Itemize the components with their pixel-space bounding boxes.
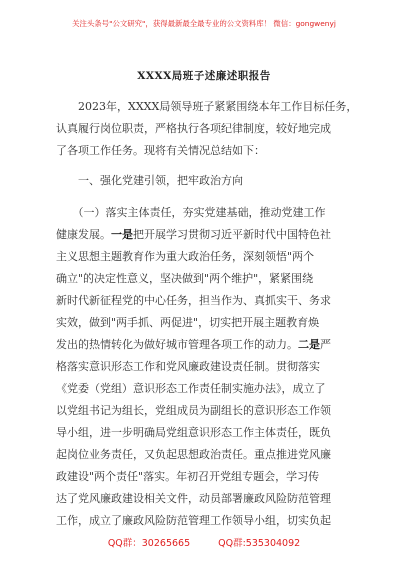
subsection-heading: （一）落实主体责任，夯实党建基础，推动党建工作	[56, 206, 326, 219]
paragraph-fragment: 发出的热情转化为做好城市管理各项工作的动力。	[56, 338, 298, 351]
paragraph-line: 起岗位业务责任，又负起思想政治责任。重点推进党风廉	[56, 448, 331, 461]
paragraph-line: 2023年，XXXX局领导班子紧紧围绕本年工作目标任务，	[56, 100, 358, 113]
paragraph-line: 以党组书记为组长，党组成员为副组长的意识形态工作领	[56, 404, 331, 417]
paragraph-line: 确立"的决定性意义，坚决做到"两个维护"，紧紧围绕	[56, 272, 314, 285]
paragraph-line: 主义思想主题教育作为重大政治任务，深刻领悟"两个	[56, 250, 315, 263]
paragraph-line: 格落实意识形态工作和党风廉政建设责任制。贯彻落实	[56, 360, 320, 373]
paragraph-fragment: 健康发展。	[56, 228, 111, 241]
paragraph-line: 政建设"两个责任"落实。年初召开党组专题会，学习传	[56, 470, 320, 483]
paragraph-line: 新时代新征程党的中心任务，担当作为、真抓实干、务求	[56, 294, 331, 307]
paragraph-line: 工作，成立了廉政风险防范管理工作领导小组，切实负起	[56, 514, 331, 527]
document-title: XXXX局班子述廉述职报告	[137, 70, 271, 82]
paragraph-line	[56, 224, 364, 246]
section-heading: 一、强化党建引领，把牢政治方向	[56, 174, 243, 187]
qq-group-1: QQ群：30265665	[107, 538, 191, 549]
paragraph-line: 达了党风廉政建设相关文件，动员部署廉政风险防范管理	[56, 492, 331, 505]
paragraph-line	[56, 334, 364, 356]
paragraph-line: 认真履行岗位职责，严格执行各项纪律制度，较好地完成	[56, 122, 331, 135]
paragraph-line: 导小组，进一步明确局党组意识形态工作主体责任，既负	[56, 426, 331, 439]
header-banner: 关注头条号"公文研究"，获得最新最全最专业的公文资料库！ 微信：gongwenyj	[72, 19, 336, 28]
paragraph-line: 了各项工作任务。现将有关情况总结如下：	[56, 144, 265, 157]
footer-contact	[0, 535, 408, 549]
emphasis-label: 二是	[298, 338, 320, 351]
paragraph-fragment: 严	[320, 338, 331, 351]
paragraph-line: 实效，做到"两手抓、两促进"，切实把开展主题教育焕	[56, 316, 320, 329]
document-body	[56, 96, 364, 532]
paragraph-line: 《党委（党组）意识形态工作责任制实施办法》，成立了	[56, 382, 326, 395]
qq-group-2: QQ群:535304092	[218, 538, 301, 549]
paragraph-fragment: 把开展学习贯彻习近平新时代中国特色社	[133, 228, 331, 241]
emphasis-label: 一是	[111, 228, 133, 241]
